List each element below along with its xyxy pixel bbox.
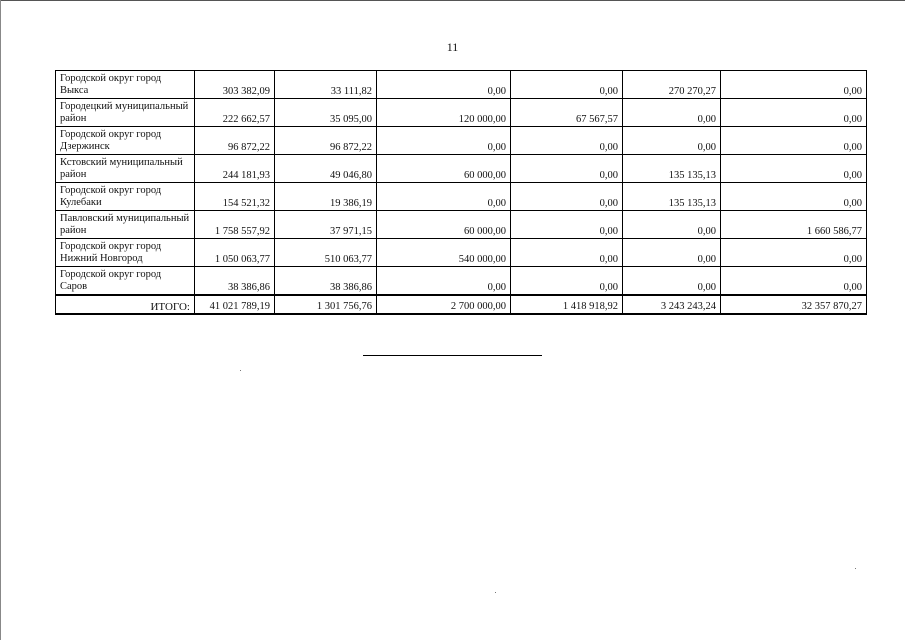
value-cell: 0,00 — [511, 71, 623, 99]
value-cell: 0,00 — [623, 267, 721, 296]
value-cell: 0,00 — [721, 71, 867, 99]
municipality-name: Городской округ город Кулебаки — [56, 183, 195, 211]
value-cell: 67 567,57 — [511, 99, 623, 127]
value-cell: 135 135,13 — [623, 183, 721, 211]
value-cell: 96 872,22 — [275, 127, 377, 155]
value-cell: 38 386,86 — [195, 267, 275, 296]
value-cell: 0,00 — [623, 239, 721, 267]
municipality-name: Городской округ город Саров — [56, 267, 195, 296]
value-cell: 0,00 — [623, 127, 721, 155]
value-cell: 0,00 — [377, 71, 511, 99]
municipality-name: Городской округ город Дзержинск — [56, 127, 195, 155]
municipality-name: Городецкий муниципальный район — [56, 99, 195, 127]
scan-speck — [495, 592, 496, 593]
total-value-cell: 41 021 789,19 — [195, 295, 275, 314]
total-value-cell: 1 418 918,92 — [511, 295, 623, 314]
value-cell: 222 662,57 — [195, 99, 275, 127]
municipality-name: Городской округ город Выкса — [56, 71, 195, 99]
value-cell: 1 660 586,77 — [721, 211, 867, 239]
value-cell: 154 521,32 — [195, 183, 275, 211]
value-cell: 120 000,00 — [377, 99, 511, 127]
total-value-cell: 32 357 870,27 — [721, 295, 867, 314]
value-cell: 0,00 — [721, 183, 867, 211]
value-cell: 0,00 — [623, 99, 721, 127]
value-cell: 0,00 — [511, 155, 623, 183]
value-cell: 303 382,09 — [195, 71, 275, 99]
value-cell: 540 000,00 — [377, 239, 511, 267]
value-cell: 19 386,19 — [275, 183, 377, 211]
total-row — [56, 295, 867, 314]
value-cell: 35 095,00 — [275, 99, 377, 127]
value-cell: 60 000,00 — [377, 155, 511, 183]
value-cell: 0,00 — [721, 155, 867, 183]
value-cell: 0,00 — [511, 211, 623, 239]
table-row — [56, 183, 867, 211]
value-cell: 135 135,13 — [623, 155, 721, 183]
value-cell: 244 181,93 — [195, 155, 275, 183]
value-cell: 0,00 — [377, 183, 511, 211]
table-row — [56, 71, 867, 99]
table-row — [56, 267, 867, 296]
value-cell: 33 111,82 — [275, 71, 377, 99]
total-label: ИТОГО: — [56, 295, 195, 314]
value-cell: 49 046,80 — [275, 155, 377, 183]
value-cell: 38 386,86 — [275, 267, 377, 296]
scan-speck — [240, 370, 241, 371]
table-body — [56, 71, 867, 315]
scan-speck — [855, 568, 856, 569]
value-cell: 60 000,00 — [377, 211, 511, 239]
value-cell: 1 050 063,77 — [195, 239, 275, 267]
value-cell: 0,00 — [511, 127, 623, 155]
page-number: 11 — [446, 40, 459, 54]
table-row — [56, 239, 867, 267]
allocation-table — [55, 70, 867, 315]
value-cell: 0,00 — [721, 239, 867, 267]
value-cell: 0,00 — [511, 267, 623, 296]
municipality-name: Кстовский муниципальный район — [56, 155, 195, 183]
total-value-cell: 1 301 756,76 — [275, 295, 377, 314]
value-cell: 0,00 — [377, 127, 511, 155]
value-cell: 270 270,27 — [623, 71, 721, 99]
value-cell: 510 063,77 — [275, 239, 377, 267]
municipality-name: Павловский муниципальный район — [56, 211, 195, 239]
value-cell: 0,00 — [721, 99, 867, 127]
page-left-border — [0, 0, 1, 640]
page-top-border — [0, 0, 905, 1]
value-cell: 0,00 — [511, 239, 623, 267]
end-of-document-rule — [363, 355, 542, 356]
value-cell: 1 758 557,92 — [195, 211, 275, 239]
municipality-name: Городской округ город Нижний Новгород — [56, 239, 195, 267]
total-value-cell: 2 700 000,00 — [377, 295, 511, 314]
value-cell: 0,00 — [377, 267, 511, 296]
total-value-cell: 3 243 243,24 — [623, 295, 721, 314]
value-cell: 0,00 — [623, 211, 721, 239]
value-cell: 0,00 — [721, 267, 867, 296]
value-cell: 96 872,22 — [195, 127, 275, 155]
table-row — [56, 155, 867, 183]
table-row — [56, 127, 867, 155]
table-row — [56, 99, 867, 127]
value-cell: 0,00 — [511, 183, 623, 211]
value-cell: 37 971,15 — [275, 211, 377, 239]
value-cell: 0,00 — [721, 127, 867, 155]
table-row — [56, 211, 867, 239]
